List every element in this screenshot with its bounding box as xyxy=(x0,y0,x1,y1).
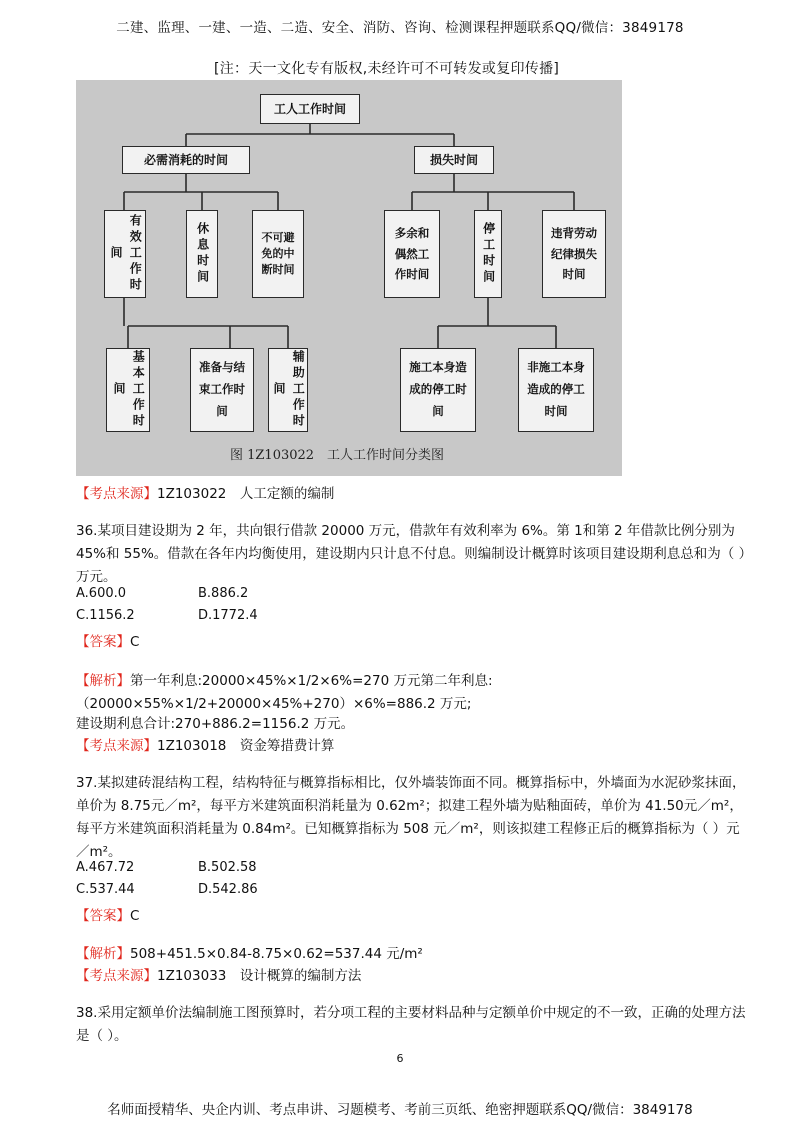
q37-analysis: 508+451.5×0.84-8.75×0.62=537.44 元/m² xyxy=(130,946,423,962)
page-header: 二建、监理、一建、一造、二造、安全、消防、咨询、检测课程押题联系QQ/微信：3849178 xyxy=(116,20,684,36)
answer-label: 【答案】 xyxy=(76,908,130,924)
q37-option-a: A.467.72 xyxy=(76,860,135,875)
labor-discipline-violation-box: 违背劳动纪律损失时间 xyxy=(542,210,606,298)
source-label: 【考点来源】 xyxy=(76,968,157,984)
q37-option-c: C.537.44 xyxy=(76,882,135,897)
basic-work-time-box: 基本工作时间 xyxy=(106,348,150,432)
q36-option-c: C.1156.2 xyxy=(76,608,135,623)
q37-answer: C xyxy=(130,908,140,924)
question-37-text: 37.某拟建砖混结构工程，结构特征与概算指标相比，仅外墙装饰面不同。概算指标中，外墙面为水泥砂浆抹面，单价为 8.75元／m²，每平方米建筑面积消耗量为 0.62m²；拟建工程外墙为贴釉面砖，单价为 41.50元／m²，每平方米建筑面积消耗量为 0.84m²。已知概算指标为 508 元／m²，则该拟建工程修正后的概算指标为（ ）元／m²。 xyxy=(76,775,746,860)
page-footer: 名师面授精华、央企内训、考点串讲、习题模考、考前三页纸、绝密押题联系QQ/微信：3849178 xyxy=(107,1102,693,1118)
q36-analysis-line-1 xyxy=(76,670,746,716)
construction-caused-stop-box: 施工本身造成的停工时间 xyxy=(400,348,476,432)
analysis-label: 【解析】 xyxy=(76,946,130,962)
question-36-text: 36.某项目建设期为 2 年，共向银行借款 20000 万元，借款年有效利率为 6%。第 1和第 2 年借款比例分别为45%和 55%。借款在各年内均衡使用，建设期内只计息不付息。则编制设计概算时该项目建设期利息总和为（ ）万元。 xyxy=(76,523,746,585)
q37-source-line xyxy=(76,964,361,984)
preparation-end-work-box: 准备与结束工作时间 xyxy=(190,348,254,432)
source-label: 【考点来源】 xyxy=(76,486,157,502)
answer-label: 【答案】 xyxy=(76,634,130,650)
source-label: 【考点来源】 xyxy=(76,738,157,754)
rest-time-box: 休息时间 xyxy=(186,210,218,298)
unavoidable-interruption-box: 不可避免的中断时间 xyxy=(252,210,304,298)
q37-source: 1Z103033 设计概算的编制方法 xyxy=(157,968,362,984)
q36-analysis-line-2: 建设期利息合计:270+886.2=1156.2 万元。 xyxy=(76,716,355,732)
q36-analysis-1: 第一年利息:20000×45%×1/2×6%=270 万元第二年利息:（20000×55%×1/2+20000×45%+270）×6%=886.2 万元; xyxy=(76,673,493,712)
q36-option-a: A.600.0 xyxy=(76,586,127,601)
source-line-top xyxy=(76,482,334,502)
figure-caption: 图 1Z103022 工人工作时间分类图 xyxy=(230,448,445,463)
q36-source-line xyxy=(76,734,334,754)
root-box: 工人工作时间 xyxy=(260,94,360,124)
q37-analysis-line xyxy=(76,942,423,962)
auxiliary-work-time-box: 辅助工作时间 xyxy=(268,348,308,432)
necessary-time-box: 必需消耗的时间 xyxy=(122,146,250,174)
question-38-text: 38.采用定额单价法编制施工图预算时，若分项工程的主要材料品种与定额单价中规定的不一致，正确的处理方法是（ ）。 xyxy=(76,1005,746,1044)
q37-answer-line xyxy=(76,904,139,924)
non-construction-caused-stop-box: 非施工本身造成的停工时间 xyxy=(518,348,594,432)
source-text: 1Z103022 人工定额的编制 xyxy=(157,486,335,502)
q37-option-d: D.542.86 xyxy=(198,882,258,897)
copyright-notice: [注：天一文化专有版权,未经许可不可转发或复印传播] xyxy=(214,61,560,77)
q36-answer: C xyxy=(130,634,140,650)
q37-option-b: B.502.58 xyxy=(198,860,257,875)
stop-time-box: 停工时间 xyxy=(474,210,502,298)
page-number: 6 xyxy=(396,1052,404,1065)
analysis-label: 【解析】 xyxy=(76,673,130,689)
q36-option-b: B.886.2 xyxy=(198,586,249,601)
work-time-classification-diagram xyxy=(76,80,622,476)
q36-answer-line xyxy=(76,630,139,650)
excess-accidental-work-box: 多余和偶然工作时间 xyxy=(384,210,440,298)
effective-work-time-box: 有效工作时间 xyxy=(104,210,146,298)
q36-source: 1Z103018 资金筹措费计算 xyxy=(157,738,335,754)
q36-option-d: D.1772.4 xyxy=(198,608,258,623)
loss-time-box: 损失时间 xyxy=(414,146,494,174)
